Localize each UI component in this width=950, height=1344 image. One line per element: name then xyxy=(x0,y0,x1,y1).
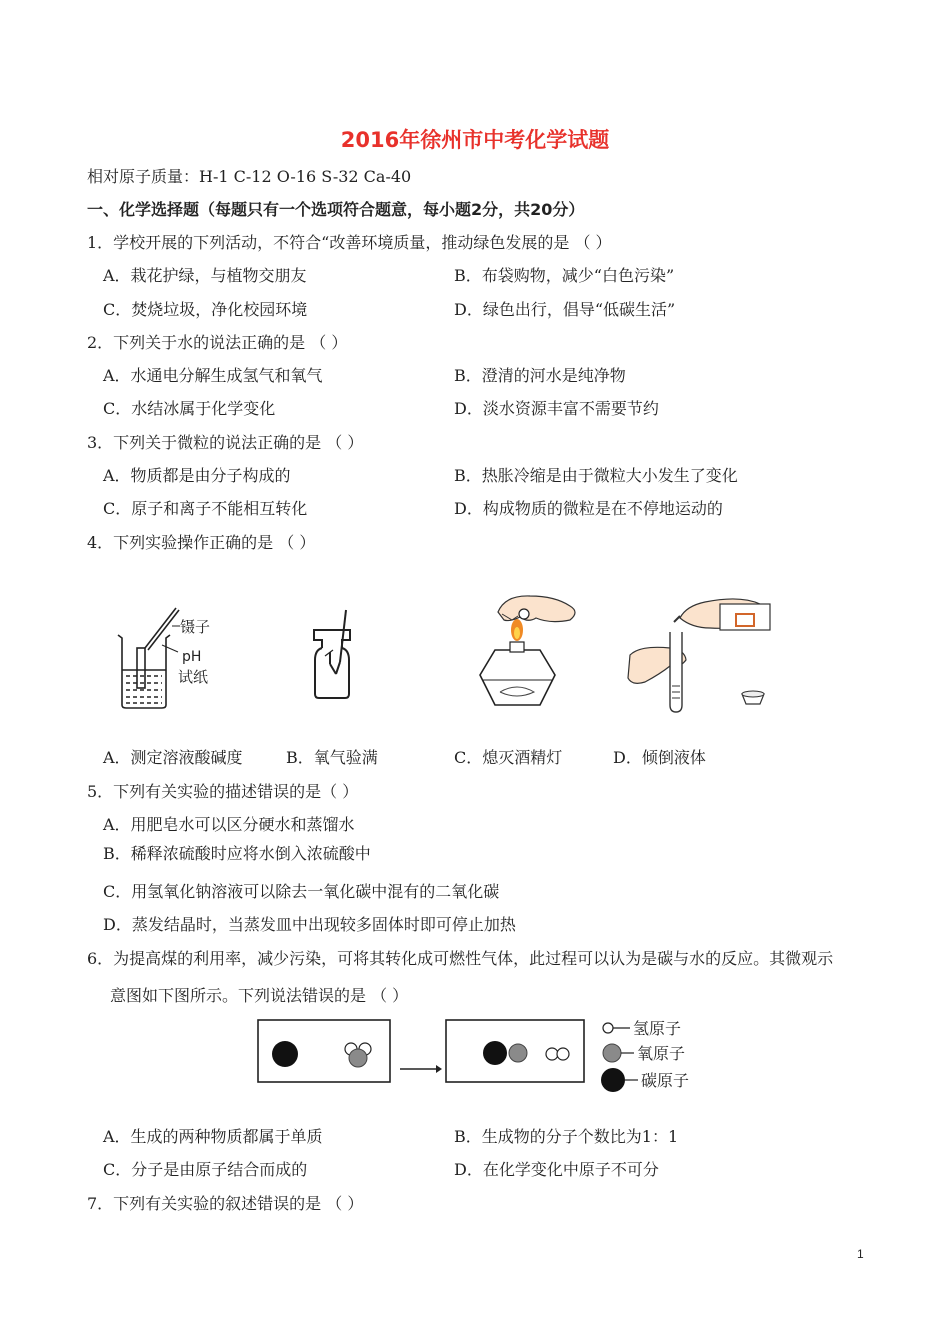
question-2-option-b: B．澄清的河水是纯净物 xyxy=(454,366,626,385)
question-5-option-b: B．稀释浓硫酸时应将水倒入浓硫酸中 xyxy=(103,844,371,863)
question-1-option-d: D．绿色出行，倡导“低碳生活” xyxy=(454,300,676,319)
water-molecule xyxy=(345,1043,371,1067)
question-3-option-a: A．物质都是由分子构成的 xyxy=(103,466,291,485)
question-4-option-b: B．氧气验满 xyxy=(286,748,378,767)
hydrogen-legend-icon xyxy=(603,1023,613,1033)
section-heading: 一、化学选择题（每题只有一个选项符合题意，每小题2分，共20分） xyxy=(87,200,585,219)
question-4-option-c: C．熄灭酒精灯 xyxy=(454,748,563,767)
question-7-stem: 7．下列有关实验的叙述错误的是 （ ） xyxy=(87,1194,364,1213)
question-4-option-d: D．倾倒液体 xyxy=(613,748,706,767)
oxygen-legend-icon xyxy=(603,1044,621,1062)
carbon-monoxide-molecule xyxy=(483,1041,527,1065)
test-paper-label: 试纸 xyxy=(178,668,209,686)
question-1-stem: 1．学校开展的下列活动，不符合“改善环境质量，推动绿色发展的是 （ ） xyxy=(87,233,612,252)
question-6-option-c: C．分子是由原子结合而成的 xyxy=(103,1160,308,1179)
page-number: 1 xyxy=(857,1247,864,1261)
atomic-mass-line: 相对原子质量：H-1 C-12 O-16 S-32 Ca-40 xyxy=(87,167,412,186)
question-6-stem-line-1: 6．为提高煤的利用率，减少污染，可将其转化成可燃性气体，此过程可以认为是碳与水的反应。其微观示 xyxy=(87,949,834,968)
alcohol-lamp-figure xyxy=(480,596,575,705)
question-5-option-a: A．用肥皂水可以区分硬水和蒸馏水 xyxy=(103,815,355,834)
page-title: 2016年徐州市中考化学试题 xyxy=(340,128,610,152)
question-2-option-d: D．淡水资源丰富不需要节约 xyxy=(454,399,659,418)
carbon-legend-icon xyxy=(601,1068,625,1092)
ph-test-figure xyxy=(118,608,180,708)
question-3-stem: 3．下列关于微粒的说法正确的是 （ ） xyxy=(87,433,364,452)
question-6-option-b: B．生成物的分子个数比为1：1 xyxy=(454,1127,679,1146)
question-6-option-d: D．在化学变化中原子不可分 xyxy=(454,1160,659,1179)
tweezers-label: 镊子 xyxy=(180,618,211,636)
pouring-liquid-figure xyxy=(628,599,770,712)
question-1-option-a: A．栽花护绿，与植物交朋友 xyxy=(103,266,307,285)
question-6-stem-line-2: 意图如下图所示。下列说法错误的是 （ ） xyxy=(110,986,409,1005)
question-2-option-a: A．水通电分解生成氢气和氧气 xyxy=(103,366,323,385)
question-5-option-c: C．用氢氧化钠溶液可以除去一氧化碳中混有的二氧化碳 xyxy=(103,882,500,901)
question-5-option-d: D．蒸发结晶时，当蒸发皿中出现较多固体时即可停止加热 xyxy=(103,915,516,934)
hydrogen-legend-label: 氢原子 xyxy=(633,1019,682,1038)
oxygen-legend-label: 氧原子 xyxy=(637,1044,686,1063)
question-4-stem: 4．下列实验操作正确的是 （ ） xyxy=(87,533,316,552)
reaction-diagram xyxy=(250,1012,710,1102)
carbon-legend-label: 碳原子 xyxy=(641,1071,690,1090)
question-4-figures xyxy=(100,590,800,720)
question-1-option-c: C．焚烧垃圾，净化校园环境 xyxy=(103,300,308,319)
question-4-option-a: A．测定溶液酸碱度 xyxy=(103,748,243,767)
question-3-option-c: C．原子和离子不能相互转化 xyxy=(103,499,308,518)
question-2-stem: 2．下列关于水的说法正确的是 （ ） xyxy=(87,333,348,352)
question-2-option-c: C．水结冰属于化学变化 xyxy=(103,399,276,418)
hydrogen-molecule xyxy=(546,1048,569,1060)
question-3-option-d: D．构成物质的微粒是在不停地运动的 xyxy=(454,499,723,518)
oxygen-bottle-figure xyxy=(314,610,350,698)
question-1-option-b: B．布袋购物，减少“白色污染” xyxy=(454,266,675,285)
question-6-option-a: A．生成的两种物质都属于单质 xyxy=(103,1127,323,1146)
ph-label: pH xyxy=(182,649,202,665)
question-5-stem: 5．下列有关实验的描述错误的是（ ） xyxy=(87,782,359,801)
question-3-option-b: B．热胀冷缩是由于微粒大小发生了变化 xyxy=(454,466,738,485)
carbon-atom xyxy=(272,1041,298,1067)
